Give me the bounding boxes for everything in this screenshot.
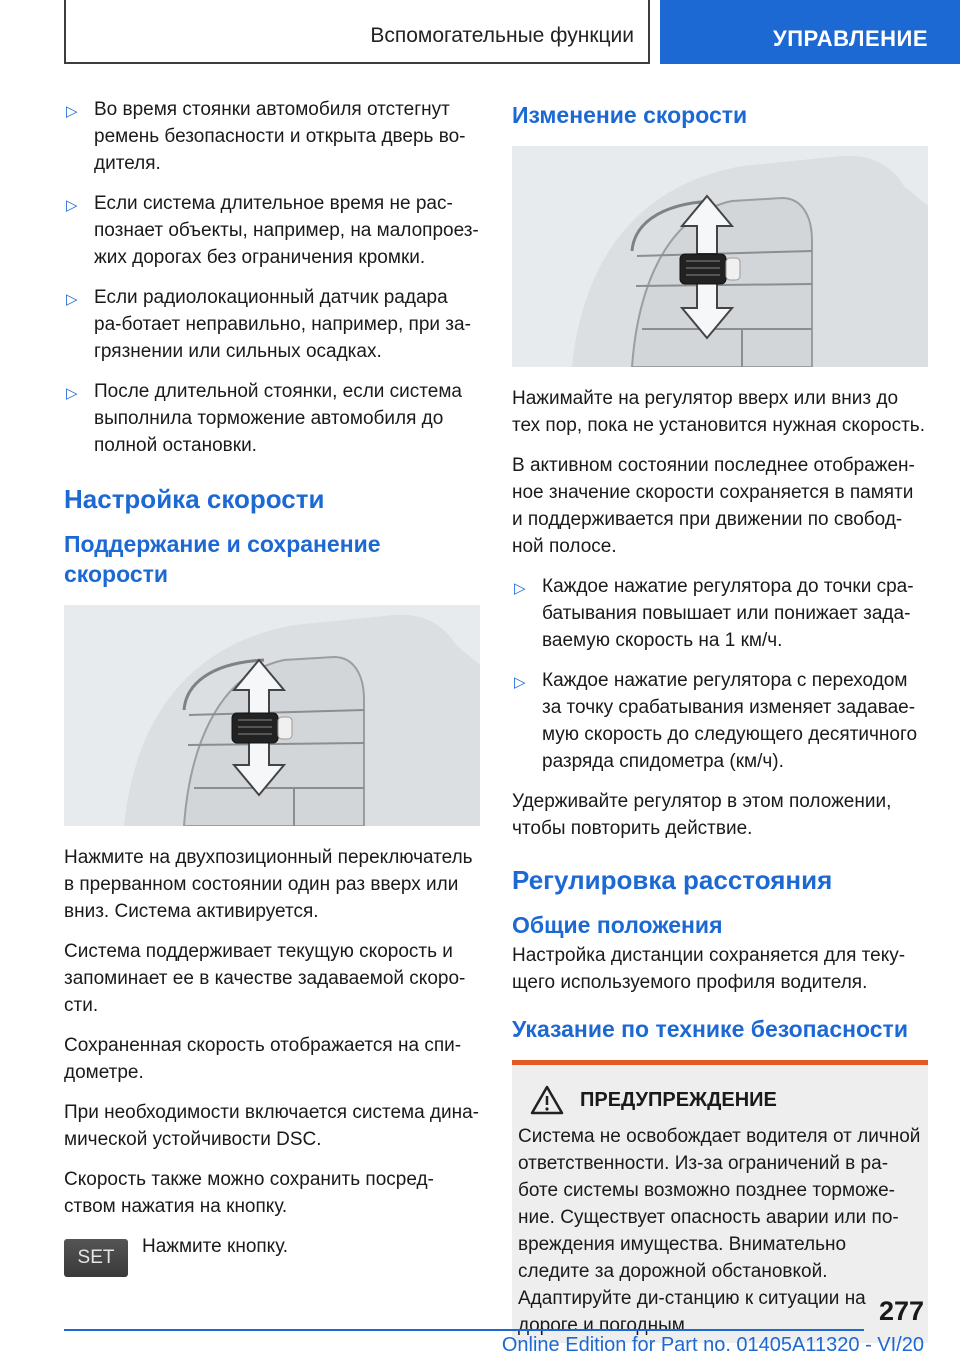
heading-distance-setting: Регулировка расстояния <box>512 865 833 895</box>
list-item: ▷ После длительной стоянки, если система выполнила торможение автомобиля до полной остановки. <box>66 381 462 456</box>
triangle-bullet-icon: ▷ <box>514 580 526 597</box>
warning-text: Система не освобождает водителя от личной ответственности. Из-за ограничений в ра-боте системы возможно позднее торможе-ние. Существует опасность аварии или по-вреждения имущества. Внимательно следите за дорожной обстановкой. Адаптируйте ди-станцию к ситуации на дороге и погодным <box>518 1126 921 1336</box>
steering-switch-figure <box>64 605 480 826</box>
warning-box <box>512 1060 928 1343</box>
right-column <box>512 96 928 1343</box>
set-button-label: Нажмите кнопку. <box>142 1236 289 1257</box>
warning-title-row <box>518 1085 922 1115</box>
steering-wheel-switch-illustration <box>64 605 480 826</box>
heading-speed-setting: Настройка скорости <box>64 484 325 514</box>
footer-edition: Online Edition for Part no. 01405A11320 - VI/20 <box>501 1334 924 1356</box>
list-item: ▷ Каждое нажатие регулятора с переходом за точку срабатывания изменяет задавае-мую скорость до следующего десятичного разряда спидометра (км/ч). <box>514 670 918 772</box>
right-bullet-list <box>512 573 928 775</box>
left-column <box>64 96 480 1279</box>
triangle-bullet-icon: ▷ <box>66 385 78 402</box>
left-bullet-list <box>64 96 480 459</box>
warning-title: ПРЕДУПРЕЖДЕНИЕ <box>580 1088 777 1111</box>
list-item: ▷ Во время стоянки автомобиля отстегнут ремень безопасности и открыта дверь во-дителя. <box>66 99 466 174</box>
steering-switch-figure-2 <box>512 146 928 367</box>
header-section-box <box>64 0 650 64</box>
paragraph: Нажмите на двухпозиционный переключатель в прерванном состоянии один раз вверх или вниз. Система активируется. <box>64 847 473 922</box>
footer-divider <box>64 1329 864 1331</box>
warning-triangle-icon <box>530 1085 564 1115</box>
list-item: ▷ Каждое нажатие регулятора до точки сра-батывания повышает или понижает зада-ваемую скорость на 1 км/ч. <box>514 576 914 651</box>
header-chapter-title: УПРАВЛЕНИЕ <box>773 26 928 51</box>
triangle-bullet-icon: ▷ <box>66 197 78 214</box>
triangle-bullet-icon: ▷ <box>66 291 78 308</box>
paragraph: Настройка дистанции сохраняется для теку-щего используемого профиля водителя. <box>512 945 906 993</box>
list-item: ▷ Если радиолокационный датчик радара ра-ботает неправильно, например, при за-грязнении или сильных осадках. <box>66 287 471 362</box>
paragraph: Удерживайте регулятор в этом положении, чтобы повторить действие. <box>512 791 892 839</box>
paragraph: Система поддерживает текущую скорость и запоминает ее в качестве задаваемой скоро-сти. <box>64 941 466 1016</box>
triangle-bullet-icon: ▷ <box>514 674 526 691</box>
paragraph: Скорость также можно сохранить посред-ством нажатия на кнопку. <box>64 1169 434 1217</box>
paragraph: В активном состоянии последнее отображен-ное значение скорости сохраняется в памяти и поддерживается при движении по свобод-ной полосе. <box>512 455 915 557</box>
heading-speed-change: Изменение скорости <box>512 102 748 128</box>
list-item: ▷ Если система длительное время не рас-познает объекты, например, на малопроез-жих дорогах без ограничения кромки. <box>66 193 479 268</box>
set-button-icon: SET <box>64 1239 128 1277</box>
heading-safety: Указание по технике безопасности <box>512 1016 908 1042</box>
page-number: 277 <box>878 1296 924 1326</box>
heading-speed-maintain: Поддержание и сохранение скорости <box>64 531 381 587</box>
heading-general: Общие положения <box>512 912 723 938</box>
header-chapter-box <box>660 0 960 64</box>
steering-wheel-switch-illustration <box>512 146 928 367</box>
header-section-title: Вспомогательные функции <box>370 24 634 47</box>
paragraph: Сохраненная скорость отображается на спи-дометре. <box>64 1035 462 1083</box>
paragraph: Нажимайте на регулятор вверх или вниз до тех пор, пока не установится нужная скорость. <box>512 388 925 436</box>
triangle-bullet-icon: ▷ <box>66 103 78 120</box>
paragraph: При необходимости включается система дина-мической устойчивости DSC. <box>64 1102 480 1150</box>
set-button-row <box>64 1233 480 1279</box>
